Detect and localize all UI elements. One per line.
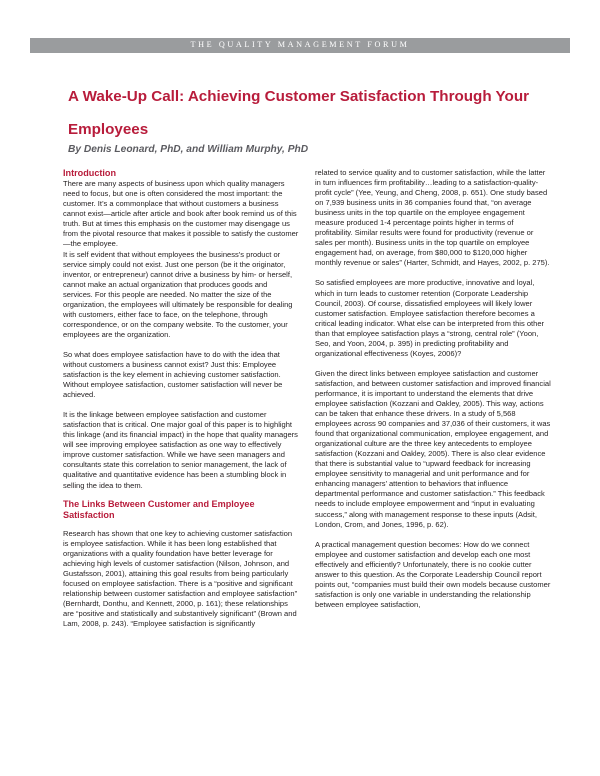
paragraph: It is self evident that without employees the business’s product or service simply could not exist. Just one person (be it the originator, inventor, or entrepreneur) cannot drive a business by him- or herself, cannot make an actual organization that produces goods and services. For this people are needed. No matter the size of the organization, the employees will ultimately be responsible for dealing with customers, either face to face, on the telephone, through correspondence, or on the company website. To the customer, your employees are the organization. bbox=[63, 249, 293, 339]
paragraph: Research has shown that one key to achieving customer satisfaction is employee satisfaction. While it has been long established that organizations with a quality foundation have better leverage for achieving high levels of customer satisfaction (Nilson, Johnson, and Gustafsson, 2001), attaining this goal results from being particularly focused on employee satisfaction. There is a “positive and significant relationship between customer satisfaction and employee satisfaction” (Bernhardt, Donthu, and Kennett, 2000, p. 161); these relationships are “positive and statistically and substantively significant” (Brown and Lam, 2008, p. 243). “Employee satisfaction is significantly bbox=[63, 528, 298, 629]
journal-header-bar bbox=[30, 38, 570, 53]
section-heading-introduction: Introduction bbox=[63, 168, 117, 178]
article-title: A Wake-Up Call: Achieving Customer Satisfaction Through Your Employees bbox=[68, 88, 530, 138]
paragraph: related to service quality and to customer satisfaction, while the latter in turn influences firm profitability…leading to a satisfaction-quality-profit cycle” (Yee, Yeung, and Cheng, 2008, p. 651). One study based on 7,939 business units in 36 companies found that, “on average business units in the top quartile on the employee engagement measure produced 1-4 percentage points higher in terms of profitability. Similar results were found for productivity (revenue or sales per month). Business units in the top quartile on employee engagement had, on average, from $80,000 to $120,000 higher monthly revenue or sales” (Harter, Schmidt, and Hayes, 2002, p. 275). bbox=[315, 168, 550, 268]
left-column bbox=[63, 168, 299, 629]
right-column bbox=[315, 168, 551, 610]
journal-header-text: THE QUALITY MANAGEMENT FORUM bbox=[190, 40, 410, 49]
article-byline: By Denis Leonard, PhD, and William Murphy, PhD bbox=[68, 144, 309, 155]
paragraph: So satisfied employees are more productive, innovative and loyal, which in turn leads to customer retention (Corporate Leadership Council, 2003). Of course, dissatisfied employees will likely lower customer satisfaction. Employee satisfaction therefore becomes a critical leading indicator. What else can be interpreted from this other than that employee satisfaction plays a “strong, central role” (Yoon, Seo, and Yoon, 2004, p. 395) in predicting profitability and organizational effectiveness (Koyes, 2006)? bbox=[315, 278, 545, 358]
paragraph: It is the linkage between employee satisfaction and customer satisfaction that is critical. One major goal of this paper is to highlight this linkage (and its financial impact) in the hope that quality managers will see improving employee satisfaction as one way to effectively improve customer satisfaction. While we have seen managers and consultants state this correlation to senior management, the lack of qualitative and quantitative evidence has been a stumbling block in selling the idea to them. bbox=[63, 410, 298, 490]
paragraph: Given the direct links between employee satisfaction and customer satisfaction, and between customer satisfaction and improved financial performance, it is important to understand the elements that drive employee satisfaction (Kozzani and Oakley, 2005). This way, actions can be taken that enhance these drivers. In a study of 5,568 employees across 90 companies and 37,036 of their customers, it was found that organizational communication, employee engagement, and organizational culture are the three key antecedents to employee satisfaction (Kozzani and Oakley, 2005). There is also clear evidence that there is substantial value to “upward feedback for increasing employee sensitivity to managerial and unit performance and for enhancing managers’ attention to behaviors that influence departmental performance and customer satisfaction.” This feedback needs to include employee empowerment and “input in evaluating success,” along with management response to these inputs (Adsit, London, Crom, and Jones, 1996, p. 62). bbox=[315, 368, 551, 529]
section-heading-links: The Links Between Customer and Employee Satisfaction bbox=[63, 498, 255, 520]
paragraph: A practical management question becomes: How do we connect employee and customer satisfaction and develop each one most effectively and efficiently? Unfortunately, there is no cookie cutter answer to this question. As the Corporate Leadership Council report points out, “companies must build their own models because customer satisfaction is only one variable in understanding the relationship between employee satisfaction, bbox=[315, 539, 551, 609]
paragraph: So what does employee satisfaction have to do with the idea that without customers a business cannot exist? Just this: Employee satisfaction is the key element in achieving customer satisfaction. Without employee satisfaction, customer satisfaction will never be achieved. bbox=[63, 349, 283, 400]
paragraph: There are many aspects of business upon which quality managers need to focus, but one is often considered the most important: the customer. It’s a commonplace that without customers a business cannot exist—article after article and book after book remind us of this truth. But at times this emphasis on the customer may disengage us from the pivotal resource that makes it possible to satisfy the customer—the employee. bbox=[63, 179, 299, 249]
